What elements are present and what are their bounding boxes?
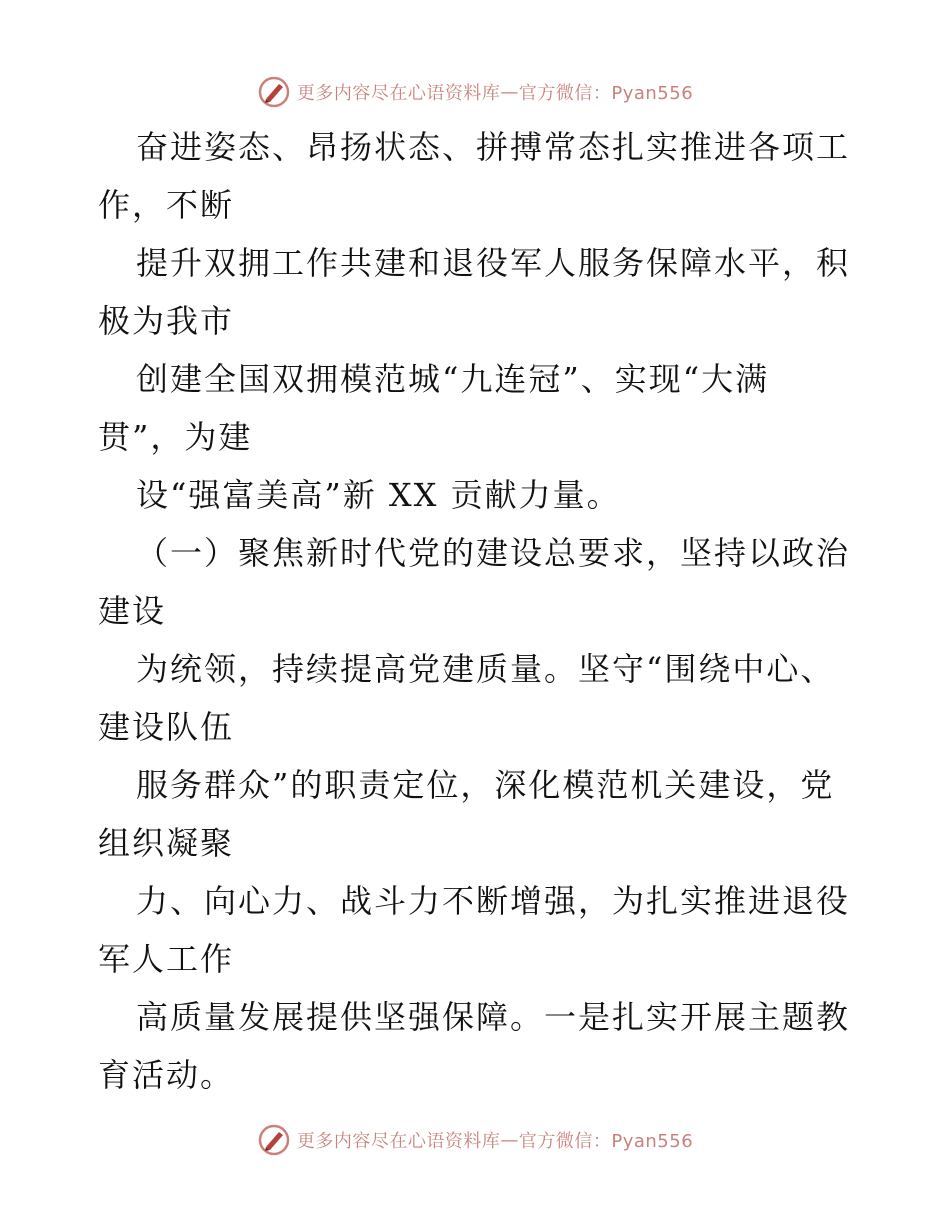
text-line: 力、向心力、战斗力不断增强，为扎实推进退役 <box>136 882 851 920</box>
watermark-contact: 官方微信：Pyan556 <box>518 1131 694 1152</box>
text-line: 设“强富美高”新 XX 贡献力量。 <box>136 476 621 514</box>
text-line: 创建全国双拥模范城“九连冠”、实现“大满 <box>136 360 770 398</box>
text-line: 军人工作 <box>98 940 235 978</box>
text-line: 奋进姿态、昂扬状态、拼搏常态扎实推进各项工 <box>136 128 851 166</box>
watermark-text: 更多内容尽在心语资料库 <box>296 83 501 104</box>
pen-circle-logo-icon <box>257 1123 291 1157</box>
text-line: 育活动。 <box>98 1056 235 1094</box>
watermark-text: 更多内容尽在心语资料库 <box>296 1131 501 1152</box>
header-watermark <box>0 72 950 112</box>
text-line: 高质量发展提供坚强保障。一是扎实开展主题教 <box>136 998 851 1036</box>
document-body <box>98 118 868 1104</box>
pen-circle-logo-icon <box>257 75 291 109</box>
footer-watermark <box>0 1120 950 1160</box>
watermark-separator: — <box>500 1129 519 1151</box>
text-line: 服务群众”的职责定位，深化模范机关建设，党 <box>136 766 835 804</box>
watermark-separator: — <box>500 81 519 103</box>
text-line: 作，不断 <box>98 186 235 224</box>
watermark-contact: 官方微信：Pyan556 <box>518 83 694 104</box>
text-line: 提升双拥工作共建和退役军人服务保障水平，积 <box>136 244 851 282</box>
section-heading-line: （一）聚焦新时代党的建设总要求，坚持以政治 <box>136 534 851 572</box>
text-line: 贯”，为建 <box>98 418 253 456</box>
text-line: 极为我市 <box>98 302 235 340</box>
text-line: 为统领，持续提高党建质量。坚守“围绕中心、 <box>136 650 835 688</box>
text-line: 建设 <box>98 592 167 630</box>
text-line: 组织凝聚 <box>98 824 235 862</box>
text-line: 建设队伍 <box>98 708 235 746</box>
